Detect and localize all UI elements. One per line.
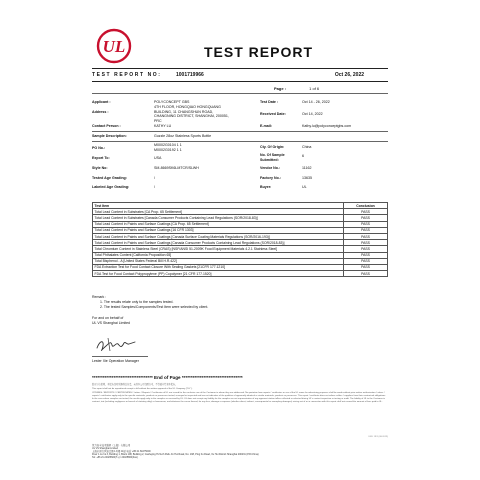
signature-line — [92, 356, 148, 357]
divider — [92, 68, 388, 69]
conclusion: PASS — [344, 246, 388, 252]
conclusion: PASS — [344, 271, 388, 277]
test-date-value: Oct 14 - 26, 2022 — [302, 100, 330, 104]
footer-company-cn: 优力安全技术服务（上海）有限公司 — [92, 444, 131, 447]
result-row — [93, 271, 388, 277]
samples-submitted-value: 6 — [302, 154, 304, 158]
footer-address-en: Floor 1 & 2 & 3, Building 1, Block 108, Building 2, Caohejing Hi-Tech Park Jin Hui Road, No. 198, Ping Fu Road, Xu Hui District Shanghai 200231 (P.R.China) — [92, 453, 259, 456]
test-item: Total Chromium Content in Stainless Steel (CRAS) [NSF/ANSI 51-2009K Food Equipment Materials 4.2.1 Stainless Steel] — [93, 246, 344, 252]
conclusion: PASS — [344, 215, 388, 221]
applicant-value: POLYCONCEPT GBS — [154, 100, 190, 104]
po-value-1: M0002G0104 1 1 — [154, 143, 182, 147]
test-item: Total Lead Content in Paints and Surface Coatings [Canada Surface Coating Materials Regulations (SOR/2016-193)] — [93, 233, 344, 239]
disclaimer-reproduction: This report shall not be reproduced except in full without the written approval of the UL Company ("UL"). — [92, 387, 193, 390]
received-date-label: Received Date: — [260, 112, 286, 116]
test-item: Total Lead Content in Paints and Surface Coatings [Canada Consumer Products Containing Lead Regulations (SOR/2018-83)] — [93, 240, 344, 246]
page-value: 1 of 6 — [309, 86, 320, 91]
style-value: SM-8669SK6LMTCR/SLWH — [154, 166, 199, 170]
factory-label: Factory No.: — [260, 176, 281, 180]
test-item-header: Test Item — [93, 203, 344, 209]
buyer-value: UL — [302, 185, 307, 189]
received-date-value: Oct 14, 2022 — [302, 112, 323, 116]
factory-value: 13635 — [302, 176, 312, 180]
test-item: Total Bisphenol - A [United States Federal Bill H.R.422] — [93, 258, 344, 264]
style-label: Style No: — [92, 166, 108, 170]
conclusion: PASS — [344, 258, 388, 264]
report-number: 1001719966 — [176, 72, 204, 78]
signature — [94, 336, 138, 354]
signer-name: Lester Xie Operation Manager — [92, 359, 139, 363]
tested-age-value: / — [154, 176, 155, 180]
test-item: Total Lead Content in Paints and Surface Coatings [16 CFR 1303] — [93, 227, 344, 233]
export-value: USA — [154, 156, 162, 160]
divider — [92, 131, 388, 132]
origin-value: China — [302, 145, 312, 149]
address-label: Address : — [92, 110, 109, 114]
divider — [92, 81, 388, 82]
sample-description-label: Sample Description: — [92, 134, 127, 138]
buyer-label: Buyer: — [260, 185, 272, 189]
contact-label: Contact Person : — [92, 124, 121, 128]
company-footer — [92, 444, 388, 459]
applicant-label: Applicant : — [92, 100, 111, 104]
conclusion: PASS — [344, 227, 388, 233]
conclusion: PASS — [344, 221, 388, 227]
conclusion: PASS — [344, 264, 388, 270]
address-value: 4TH FLOOR, HONGQIAO HONGQUANG BUILDING, 11 CHANGSHUN ROAD, CHANGNING DISTRICT, SHANGHAI, 200051, PRC — [154, 105, 229, 123]
footer-company-en: UL VS Shanghai Limited — [92, 447, 118, 450]
page-label: Page : — [274, 86, 287, 91]
report-title: TEST REPORT — [204, 44, 314, 60]
test-item: FDA Test for Food Contact Polypropylene (PP) Copolymer [21 CFR 177.1520] — [93, 271, 344, 277]
vendor-value: 11162 — [302, 166, 312, 170]
ul-logo — [96, 28, 132, 64]
conclusion-header: Conclusion — [344, 203, 388, 209]
email-label: E-mail: — [260, 124, 272, 128]
organization-name: UL VS Shanghai Limited — [92, 321, 131, 325]
remark-label: Remark : — [92, 295, 107, 299]
vendor-label: Vendor No.: — [260, 166, 281, 170]
tested-age-label: Tested Age Grading: — [92, 176, 127, 180]
results-table — [92, 202, 388, 277]
conclusion: PASS — [344, 240, 388, 246]
samples-submitted-label: No. Of Sample Submitted: — [260, 153, 285, 162]
results-body — [93, 209, 388, 277]
test-item: Total Lead Content in Substrates [Canada Consumer Products Containing Lead Regulations (SOR/2018-83)] — [93, 215, 344, 221]
form-reference: UKD 19/1 (08-2019) — [368, 436, 388, 438]
labeled-age-value: / — [154, 185, 155, 189]
export-label: Export To: — [92, 156, 110, 160]
divider — [92, 93, 388, 94]
remark-item: 2. The tested Samples/Components/Test Item were selected by client. — [100, 305, 209, 309]
conclusion: PASS — [344, 252, 388, 258]
report-date: Oct 26, 2022 — [334, 72, 364, 78]
test-item: Total Lead Content in Paints and Surface Coatings [CA Prop. 65 Settlement] — [93, 221, 344, 227]
conclusion: PASS — [344, 233, 388, 239]
test-item: Total Phthalates Content [California Proposition 65] — [93, 252, 344, 258]
disclaimer-terms: CITERIES / REPORTS / CERTIFICATES / Letters / Reports / Certificates of UL are issued for the exclusive use of the Customer to whom they are addressed. No quotation from reports / certificates or use of the UL name for advertising purposes shall be made without prior written authorization. Letters / reports / certificates apply only to the specific materials, products or processes tested, surveyed or inspected and are not indicative of the qualities of apparently identical or similar materials, products or processes. This report / certificate does not relieve sellers / suppliers from their contractual obligations. In the case where samples are tested, the results apply only to the samples as received by UL. UL does not accept any liability for the samples are not representative of any apparent station tallies collected or selected during UL's contact inspection or testing or audit. The liability of UL to the Customer in contract, tort (including negligence or breach of statutory duty) or howsoever, and whatever the cause thereof, for any loss, damage or expense (whether direct, indirect, consequential or exemplary damages) arising out of or in connection with this report shall not exceed the amount of fees paid to UL. — [92, 391, 386, 403]
email-value: Kathy.lu@polyconceptgbs.com — [302, 124, 352, 128]
end-of-page: ********************************** End of Page ********************************** — [92, 375, 243, 380]
contact-value: KATHY LU — [154, 124, 172, 128]
report-number-label: TEST REPORT NO: — [92, 72, 162, 78]
po-value-2: M0002G0192 1 1 — [154, 148, 182, 152]
origin-label: Cty. Of Origin: — [260, 145, 285, 149]
sample-description-value: Guzzle 28oz Stainless Sports Bottle — [154, 134, 212, 138]
disclaimer-cn: 除非另有说明，本报告仅对所测样品负责。未经本公司书面许可，不得部分复制本报告。 — [92, 384, 178, 386]
test-item: FDA Extraction Test for Food Contact Closure With Sealing Gaskets [21CFR 177.1210] — [93, 264, 344, 270]
footer-address-cn: 上海市闵行区浦江镇 1号楼 11层 电话 +86 21 61075000 — [92, 450, 151, 453]
on-behalf-line: For and on behalf of — [92, 316, 124, 320]
divider — [92, 141, 388, 142]
test-date-label: Test Date : — [260, 100, 279, 104]
page-indicator — [274, 86, 319, 91]
conclusion: PASS — [344, 209, 388, 215]
po-label: PO No.: — [92, 146, 106, 150]
ul-logo-text: UL — [102, 37, 126, 56]
footer-phone: Tel: +86 21 24025600(T+) / 24025800(Fax) — [92, 456, 138, 459]
labeled-age-label: Labeled Age Grading: — [92, 185, 130, 189]
test-item: Total Lead Content in Substrates [CA Prop. 65 Settlement] — [93, 209, 344, 215]
legal-disclaimer — [92, 384, 388, 404]
remark-item: 1. The results relate only to the samples tested. — [100, 300, 174, 304]
